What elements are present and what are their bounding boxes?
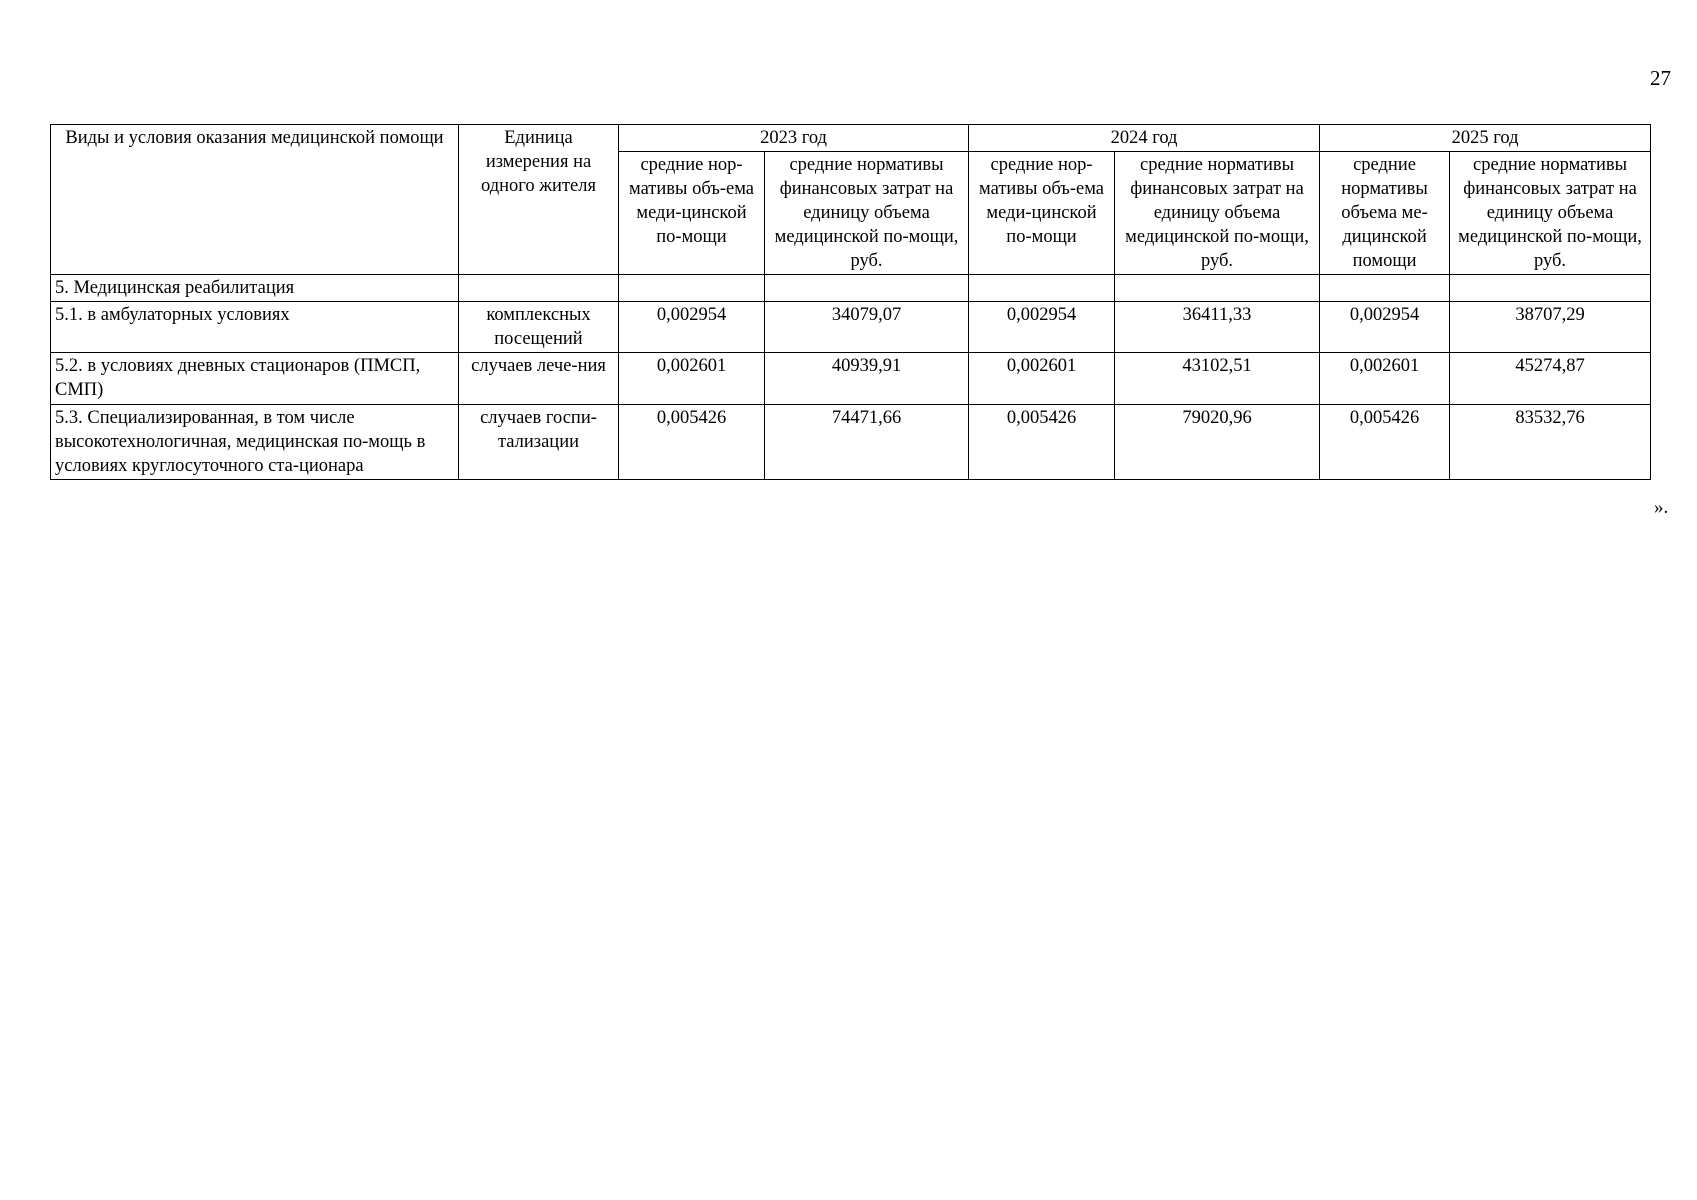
cell-cost-2024: 43102,51 (1115, 353, 1320, 404)
cell-volume-2023: 0,002954 (619, 302, 765, 353)
cell-type: 5.1. в амбулаторных условиях (51, 302, 459, 353)
cell-unit: случаев лече-ния (459, 353, 619, 404)
cell-volume-2024: 0,002601 (969, 353, 1115, 404)
cell-cost-2025: 38707,29 (1450, 302, 1651, 353)
cell-type: 5.3. Специализированная, в том числе высокотехнологичная, медицинская по-мощь в условиях круглосуточного ста-ционара (51, 404, 459, 479)
cell-volume-2025: 0,005426 (1320, 404, 1450, 479)
closing-quote-mark: ». (1654, 497, 1669, 518)
cell-volume-2025 (1320, 275, 1450, 302)
table-row (51, 302, 1651, 353)
header-cost-2024: средние нормативы финансовых затрат на единицу объема медицинской по-мощи, руб. (1115, 152, 1320, 275)
cell-volume-2025: 0,002601 (1320, 353, 1450, 404)
cell-cost-2023: 34079,07 (765, 302, 969, 353)
cell-volume-2024: 0,005426 (969, 404, 1115, 479)
table-row (51, 275, 1651, 302)
cell-cost-2023: 74471,66 (765, 404, 969, 479)
cell-type: 5. Медицинская реабилитация (51, 275, 459, 302)
cell-volume-2024 (969, 275, 1115, 302)
cell-cost-2025: 83532,76 (1450, 404, 1651, 479)
header-year-2023: 2023 год (619, 125, 969, 152)
cell-cost-2023 (765, 275, 969, 302)
cell-volume-2023: 0,002601 (619, 353, 765, 404)
table-row (51, 404, 1651, 479)
table-row (51, 353, 1651, 404)
cell-type: 5.2. в условиях дневных стационаров (ПМСП, СМП) (51, 353, 459, 404)
norms-table (50, 124, 1651, 480)
cell-cost-2024: 79020,96 (1115, 404, 1320, 479)
header-year-2024: 2024 год (969, 125, 1320, 152)
header-year-2025: 2025 год (1320, 125, 1651, 152)
header-volume-2023: средние нор-мативы объ-ема меди-цинской по-мощи (619, 152, 765, 275)
cell-volume-2023 (619, 275, 765, 302)
cell-cost-2023: 40939,91 (765, 353, 969, 404)
cell-unit (459, 275, 619, 302)
cell-cost-2025: 45274,87 (1450, 353, 1651, 404)
header-unit: Единица измерения на одного жителя (459, 125, 619, 275)
cell-volume-2023: 0,005426 (619, 404, 765, 479)
cell-volume-2025: 0,002954 (1320, 302, 1450, 353)
cell-cost-2025 (1450, 275, 1651, 302)
header-cost-2025: средние нормативы финансовых затрат на единицу объема медицинской по-мощи, руб. (1450, 152, 1651, 275)
cell-volume-2024: 0,002954 (969, 302, 1115, 353)
header-cost-2023: средние нормативы финансовых затрат на единицу объема медицинской по-мощи, руб. (765, 152, 969, 275)
page-number: 27 (1650, 66, 1671, 90)
header-volume-2024: средние нор-мативы объ-ема меди-цинской по-мощи (969, 152, 1115, 275)
cell-unit: случаев госпи-тализации (459, 404, 619, 479)
cell-cost-2024: 36411,33 (1115, 302, 1320, 353)
cell-unit: комплексных посещений (459, 302, 619, 353)
header-volume-2025: средние нормативы объема ме-дицинской помощи (1320, 152, 1450, 275)
header-type: Виды и условия оказания медицинской помощи (51, 125, 459, 275)
cell-cost-2024 (1115, 275, 1320, 302)
